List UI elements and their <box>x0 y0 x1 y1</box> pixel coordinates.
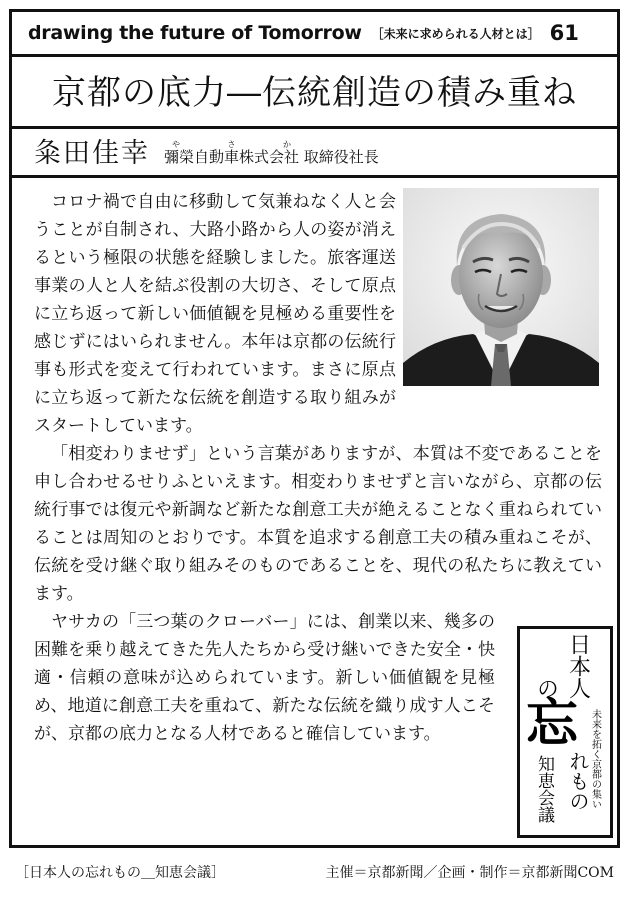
article-title: 京都の底力―伝統創造の積み重ね <box>52 73 577 113</box>
badge-big-char: 忘 <box>526 693 579 754</box>
header-divider <box>12 54 617 57</box>
footer-credits: 主催＝京都新聞／企画・制作＝京都新聞COM <box>325 865 614 881</box>
badge-line2a: の <box>533 677 559 699</box>
series-number: 61 <box>549 21 579 45</box>
author-position: 取締役社長 <box>303 148 379 166</box>
series-title-en: drawing the future of Tomorrow <box>28 22 362 44</box>
author-affiliation <box>164 140 379 169</box>
company-name: 彌榮自動車株式会社やさか <box>164 140 300 166</box>
article-frame <box>9 9 620 848</box>
badge-name: 知恵会議 <box>534 755 554 823</box>
photo-space <box>406 191 602 389</box>
author-divider <box>12 175 617 178</box>
badge-illustration <box>520 629 610 835</box>
body-paragraph-2: 「相変わりませず」という言葉がありますが、本質は不変であることを申し合わせるせりふといえます。相変わりませずと言いながら、京都の伝統行事では復元や新調など新たな創意工夫が絶えることなく重ねられていることは周知のとおりです。本質を追求する創意工夫の積み重ねこそが、伝統を受け継ぐ取り組みそのものであることを、現代の私たちに教えています。 <box>34 444 602 604</box>
series-title-jp: ［未来に求められる人材とは］ <box>371 26 540 41</box>
badge-line1: 日本人 <box>565 633 591 699</box>
footer-series: ［日本人の忘れもの＿知恵会議］ <box>15 865 225 881</box>
series-header <box>12 12 617 54</box>
wisdom-conference-badge <box>517 626 613 838</box>
company-ruby: やさか <box>164 140 300 149</box>
badge-line2b: れもの <box>566 751 590 811</box>
badge-subtitle: 未来を拓く京都の集い <box>589 709 601 809</box>
body-paragraph-1: コロナ禍で自由に移動して気兼ねなく人と会うことが自制され、大路小路から人の姿が消えるという極限の状態を経験しました。旅客運送事業の人と人を結ぶ役割の大切さ、そして原点に立ち返って新しい価値観を見極める重要性を感じずにはいられません。本年は京都の伝統行事も形式を変えて行われています。まさに原点に立ち返って新たな伝統を創造する取り組みがスタートしています。 <box>34 192 396 436</box>
author-name: 粂田佳幸 <box>34 138 150 169</box>
footer <box>9 852 620 892</box>
body-paragraph-3: ヤサカの「三つ葉のクローバー」には、創業以来、幾多の困難を乗り越えてきた先人たちから受け継いできた安全・快適・信頼の意味が込められています。新しい価値観を見極め、地道に創意工夫を重ねて、新たな伝統を織り成す人こそが、京都の底力となる人材であると確信しています。 <box>34 612 495 744</box>
author-line <box>12 129 617 175</box>
